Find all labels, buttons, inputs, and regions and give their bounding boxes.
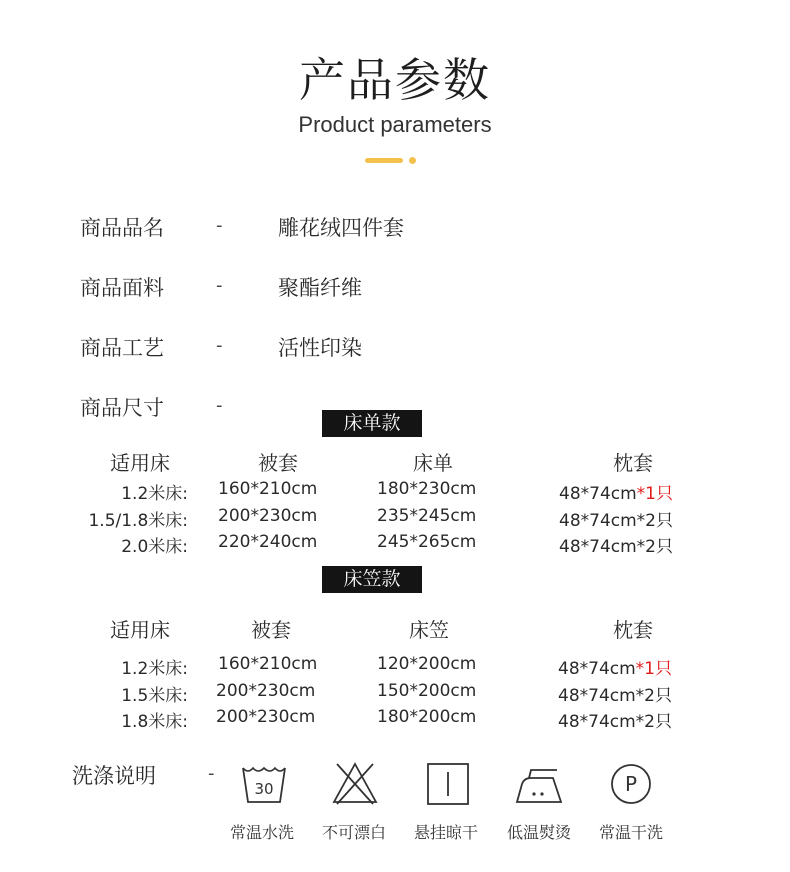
param-dash: -	[216, 215, 223, 236]
dry-clean-letter: P	[624, 772, 638, 796]
table-cell-fitted: 150*200cm	[377, 681, 477, 701]
table-cell-pillow	[558, 707, 672, 732]
table-header: 适用床	[110, 618, 170, 642]
care-item-label: 低温熨烫	[506, 823, 572, 842]
accent-bar	[365, 158, 403, 163]
table-cell-bed: 1.5/1.8米床:	[88, 511, 188, 531]
table-cell-pillow	[559, 506, 673, 531]
table-cell-bed: 1.8米床:	[121, 712, 188, 732]
param-dash: -	[216, 335, 223, 356]
pillow-count-highlight: *1只	[635, 659, 672, 679]
table-cell-pillow	[558, 654, 672, 679]
pillow-size: 48*74cm	[558, 686, 636, 706]
table-cell-duvet: 220*240cm	[218, 532, 318, 552]
table-cell-duvet: 200*230cm	[218, 506, 318, 526]
param-value-craft: 活性印染	[278, 336, 362, 360]
care-dash: -	[208, 763, 215, 784]
param-value-name: 雕花绒四件套	[278, 216, 404, 240]
pillow-count-highlight: *1只	[636, 484, 673, 504]
pillow-size: 48*74cm	[558, 659, 636, 679]
hang-dry-icon	[424, 760, 472, 808]
care-item-label: 悬挂晾干	[413, 823, 479, 842]
table-header: 床单	[413, 451, 453, 475]
care-item-label: 常温干洗	[598, 823, 664, 842]
care-label: 洗涤说明	[72, 764, 156, 788]
fitted-style-badge: 床笠款	[322, 566, 422, 593]
table-cell-bed: 2.0米床:	[121, 537, 188, 557]
table-cell-duvet: 200*230cm	[216, 681, 316, 701]
low-iron-icon	[515, 760, 563, 808]
table-cell-fitted: 180*200cm	[377, 707, 477, 727]
table-cell-sheet: 180*230cm	[377, 479, 477, 499]
table-cell-sheet: 235*245cm	[377, 506, 477, 526]
table-cell-bed: 1.2米床:	[121, 659, 188, 679]
table-cell-pillow	[559, 532, 673, 557]
table-header: 枕套	[613, 451, 653, 475]
table-header: 被套	[258, 451, 298, 475]
param-label-craft: 商品工艺	[80, 336, 164, 360]
pillow-count: *2只	[635, 712, 672, 732]
table-header: 床笠	[409, 618, 449, 642]
param-dash: -	[216, 275, 223, 296]
pillow-size: 48*74cm	[559, 537, 637, 557]
param-label-fabric: 商品面料	[80, 276, 164, 300]
param-value-fabric: 聚酯纤维	[278, 276, 362, 300]
param-dash: -	[216, 395, 223, 416]
dry-clean-p-icon	[607, 760, 655, 808]
table-cell-pillow	[559, 479, 673, 504]
wash-30-icon	[240, 760, 288, 808]
wash-temp-text: 30	[254, 780, 274, 798]
page-subtitle: Product parameters	[298, 112, 492, 137]
table-cell-pillow	[558, 681, 672, 706]
pillow-count: *2只	[636, 511, 673, 531]
param-label-name: 商品品名	[80, 216, 164, 240]
table-cell-duvet: 200*230cm	[216, 707, 316, 727]
pillow-count: *2只	[635, 686, 672, 706]
table-header: 被套	[251, 618, 291, 642]
pillow-size: 48*74cm	[559, 484, 637, 504]
table-cell-bed: 1.5米床:	[121, 686, 188, 706]
accent-dot	[409, 157, 416, 164]
table-cell-duvet: 160*210cm	[218, 479, 318, 499]
table-header: 枕套	[613, 618, 653, 642]
care-item-label: 不可漂白	[321, 823, 387, 842]
table-header: 适用床	[110, 451, 170, 475]
pillow-count: *2只	[636, 537, 673, 557]
table-cell-fitted: 120*200cm	[377, 654, 477, 674]
table-cell-bed: 1.2米床:	[121, 484, 188, 504]
table-cell-duvet: 160*210cm	[218, 654, 318, 674]
no-bleach-icon	[331, 760, 379, 808]
pillow-size: 48*74cm	[558, 712, 636, 732]
sheet-style-badge: 床单款	[322, 410, 422, 437]
table-cell-sheet: 245*265cm	[377, 532, 477, 552]
page-title: 产品参数	[299, 53, 491, 107]
care-item-label: 常温水洗	[229, 823, 295, 842]
pillow-size: 48*74cm	[559, 511, 637, 531]
param-label-size: 商品尺寸	[80, 396, 164, 420]
